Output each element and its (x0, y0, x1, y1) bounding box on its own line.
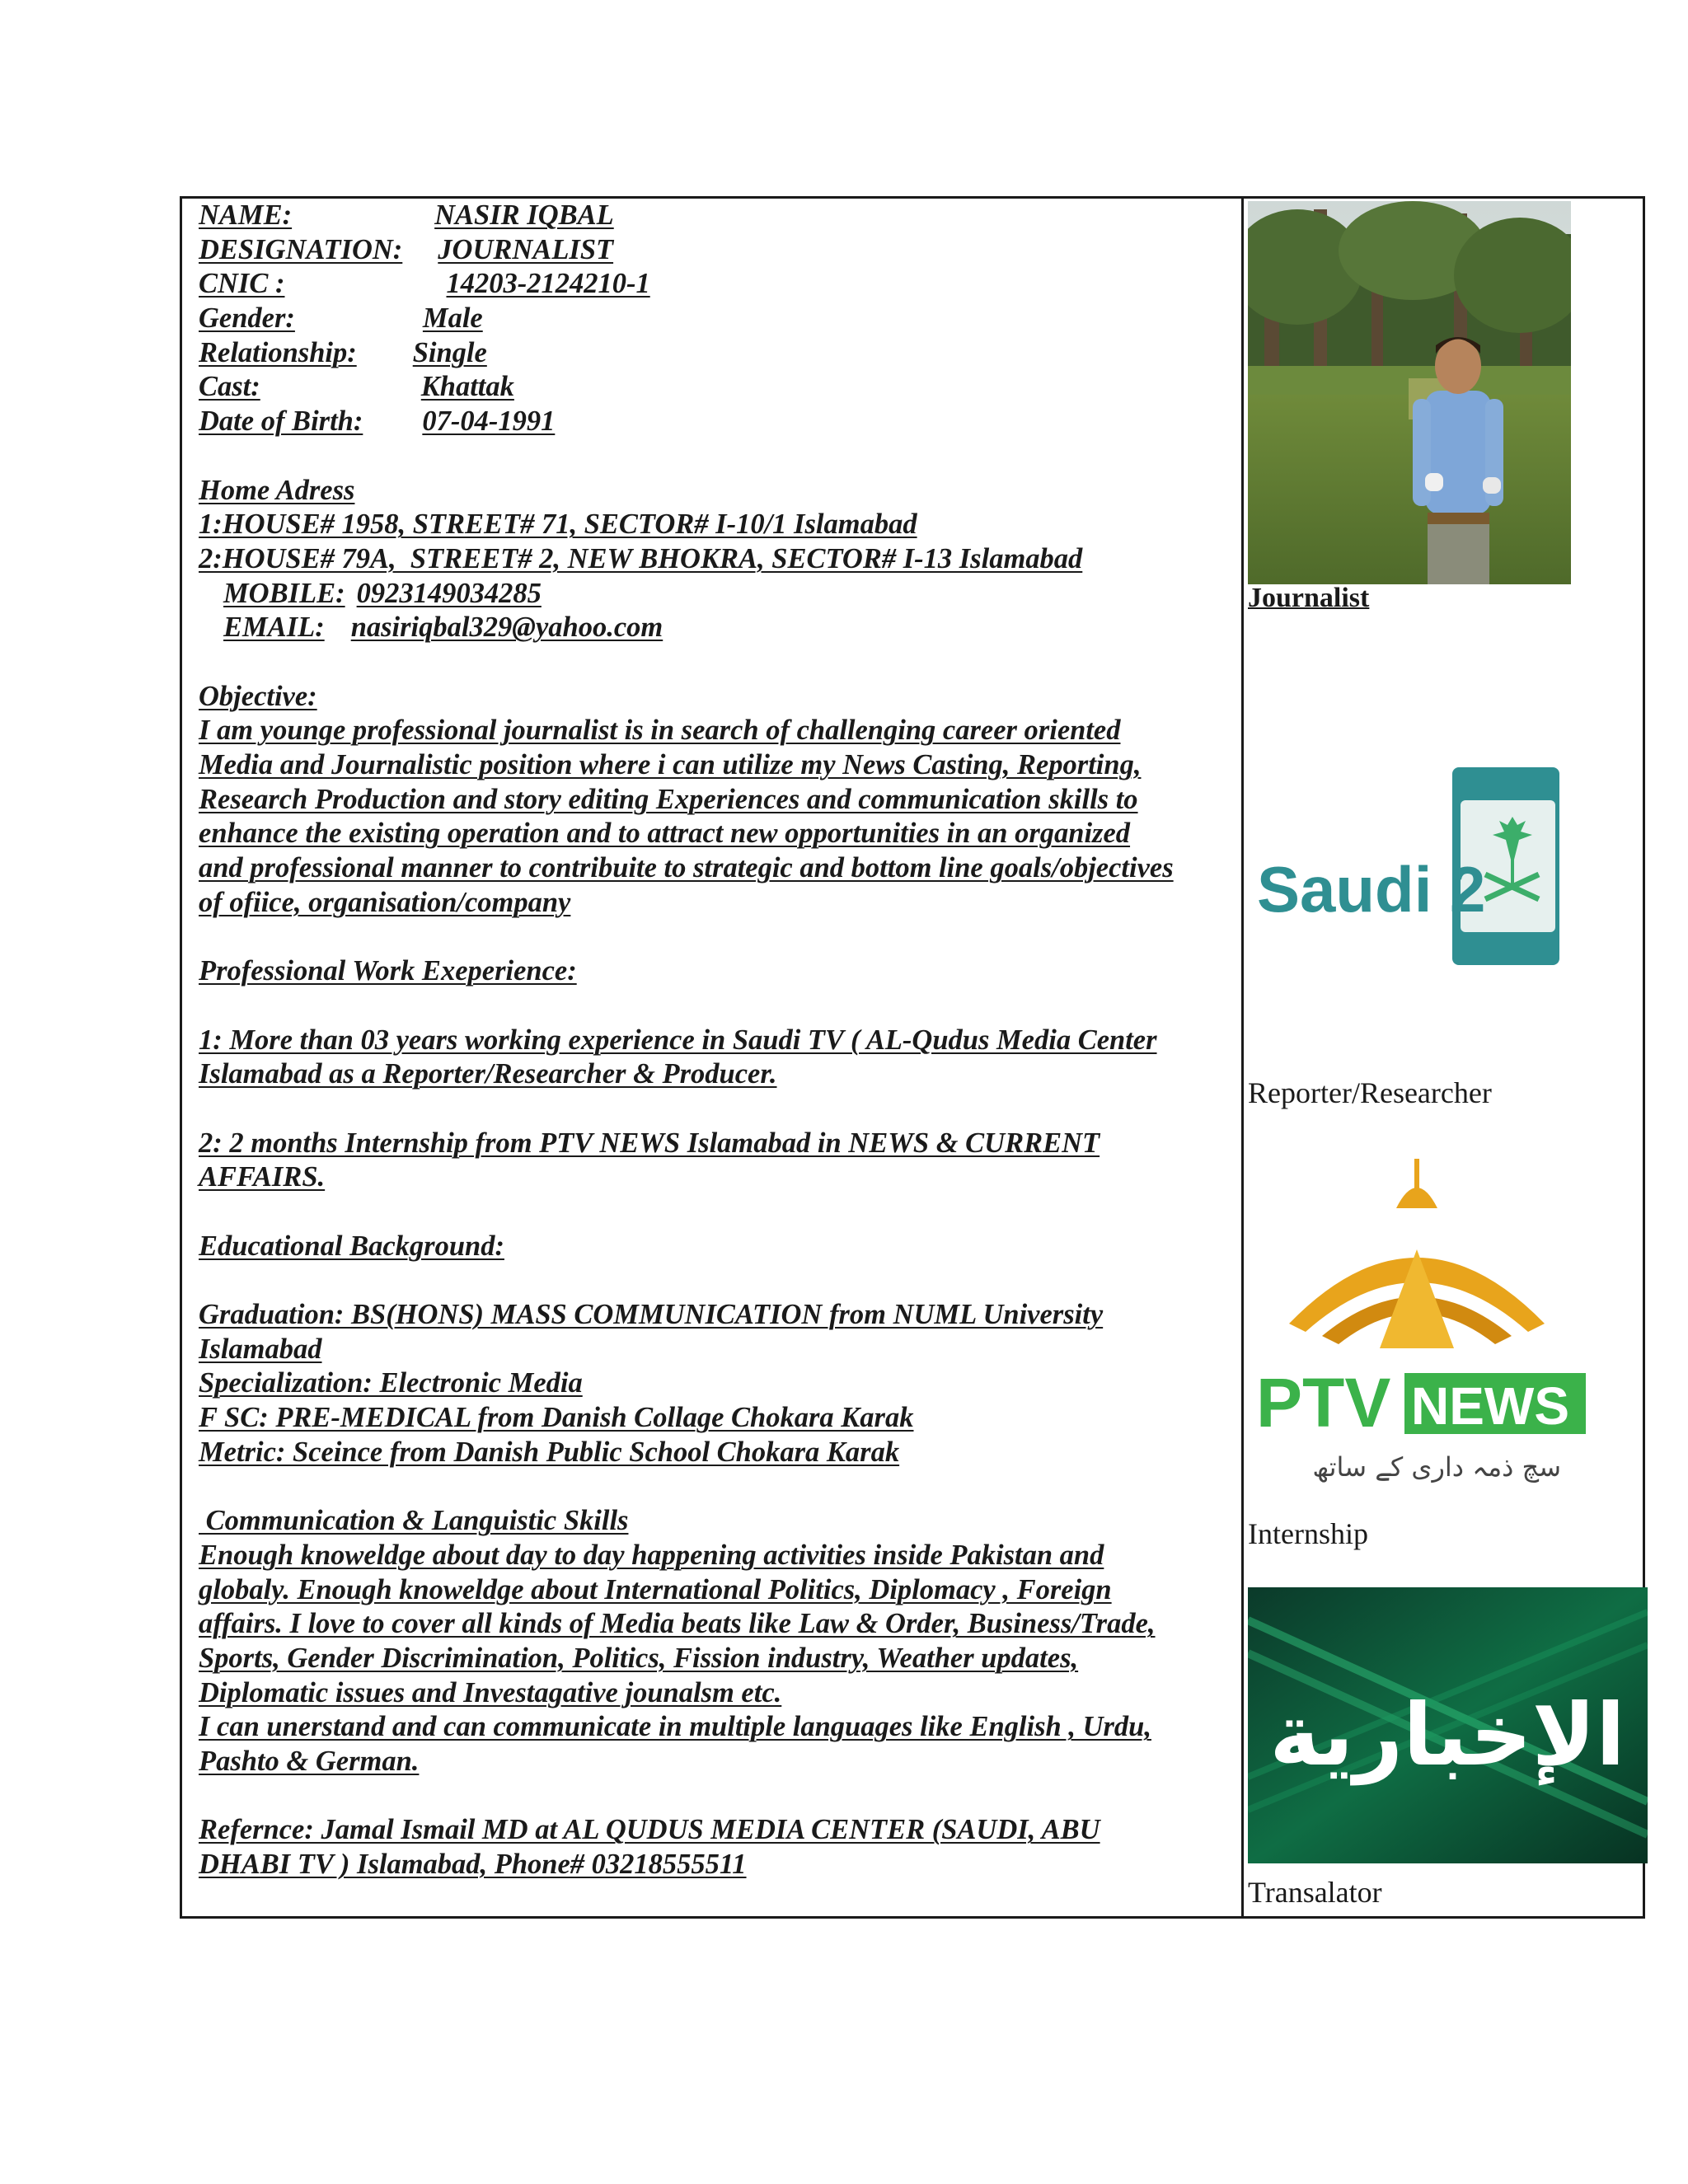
address-heading: Home Adress (199, 474, 355, 506)
objective-line: of ofiice, organisation/company (199, 886, 571, 918)
saudi-caption: Reporter/Researcher (1248, 1076, 1492, 1109)
skills-line: Diplomatic issues and Investagative jounalsm etc. (199, 1676, 782, 1708)
experience-item-1-line: Islamabad as a Reporter/Researcher & Producer. (199, 1058, 777, 1090)
cast-row: Cast: Khattak (199, 371, 514, 403)
skills-heading: Communication & Languistic Skills (199, 1505, 629, 1537)
sidebar-column (1244, 199, 1648, 1916)
journalist-photo (1248, 201, 1571, 584)
ptv-tagline: سچ ذمہ داری کے ساتھ (1312, 1451, 1561, 1483)
mobile-row: MOBILE: 0923149034285 (223, 577, 542, 609)
skills-line: I can unerstand and can communicate in multiple languages like English , Urdu, (199, 1711, 1151, 1743)
skills-line: affairs. I love to cover all kinds of Media beats like Law & Order, Business/Trade, (199, 1608, 1156, 1640)
objective-line: and professional manner to contribuite to strategic and bottom line goals/objectives (199, 852, 1174, 884)
education-line: F SC: PRE-MEDICAL from Danish Collage Chokara Karak (199, 1402, 914, 1434)
news-logo-text: NEWS (1411, 1376, 1569, 1436)
relationship-row: Relationship: Single (199, 336, 487, 368)
al-ekhbariya-logo (1248, 1587, 1648, 1863)
cv-table (180, 196, 1645, 1919)
skills-line: Enough knoweldge about day to day happening activities inside Pakistan and (199, 1539, 1104, 1571)
experience-item-1-line: 1: More than 03 years working experience in Saudi TV ( AL-Qudus Media Center (199, 1024, 1157, 1056)
education-heading: Educational Background: (199, 1230, 504, 1262)
education-line: Specialization: Electronic Media (199, 1367, 583, 1399)
address-line-1: 1:HOUSE# 1958, STREET# 71, SECTOR# I-10/1 Islamabad (199, 509, 917, 541)
experience-item-2-line: AFFAIRS. (199, 1161, 326, 1193)
education-line: Islamabad (199, 1333, 322, 1365)
education-line: Metric: Sceince from Danish Public School Chokara Karak (199, 1436, 900, 1468)
objective-line: Research Production and story editing Experiences and communication skills to (199, 783, 1138, 815)
objective-line: enhance the existing operation and to attract new opportunities in an organized (199, 818, 1131, 850)
ptv-news-logo (1256, 1159, 1586, 1488)
ekhbariya-logo-text: الإخبارية (1269, 1685, 1625, 1785)
address-line-2: 2:HOUSE# 79A, STREET# 2, NEW BHOKRA, SECTOR# I-13 Islamabad (199, 542, 1083, 574)
ptv-caption: Internship (1248, 1517, 1368, 1550)
cv-details-column (199, 199, 1229, 1882)
cnic-row: CNIC : 14203-2124210-1 (199, 268, 650, 300)
objective-heading: Objective: (199, 680, 317, 712)
objective-line: I am younge professional journalist is in search of challenging career oriented (199, 715, 1121, 747)
saudi2-logo (1250, 767, 1568, 965)
email-row: EMAIL: nasiriqbal329@yahoo.com (223, 612, 663, 644)
reference-line: DHABI TV ) Islamabad, Phone# 03218555511 (199, 1849, 747, 1880)
photo-caption: Journalist (1248, 583, 1370, 613)
email-link[interactable]: nasiriqbal329@yahoo.com (350, 612, 663, 644)
experience-item-2-line: 2: 2 months Internship from PTV NEWS Islamabad in NEWS & CURRENT (199, 1127, 1100, 1159)
experience-heading: Professional Work Exeperience: (199, 955, 577, 987)
saudi2-logo-text: Saudi 2 (1257, 853, 1486, 926)
reference-line: Refernce: Jamal Ismail MD at AL QUDUS MEDIA CENTER (SAUDI, ABU (199, 1814, 1100, 1846)
skills-line: Sports, Gender Discrimination, Politics, Fission industry, Weather updates, (199, 1642, 1079, 1674)
skills-line: globaly. Enough knoweldge about International Politics, Diplomacy , Foreign (199, 1573, 1112, 1605)
skills-line: Pashto & German. (199, 1745, 420, 1777)
education-line: Graduation: BS(HONS) MASS COMMUNICATION from NUML University (199, 1299, 1104, 1330)
ptv-logo-text: PTV (1256, 1364, 1391, 1441)
ekhbariya-caption: Transalator (1248, 1876, 1382, 1909)
designation-row: DESIGNATION: JOURNALIST (199, 233, 614, 265)
name-row: NAME: NASIR IQBAL (199, 199, 614, 231)
dob-row: Date of Birth: 07-04-1991 (199, 405, 556, 438)
objective-line: Media and Journalistic position where i can utilize my News Casting, Reporting, (199, 749, 1142, 780)
gender-row: Gender: Male (199, 302, 483, 335)
